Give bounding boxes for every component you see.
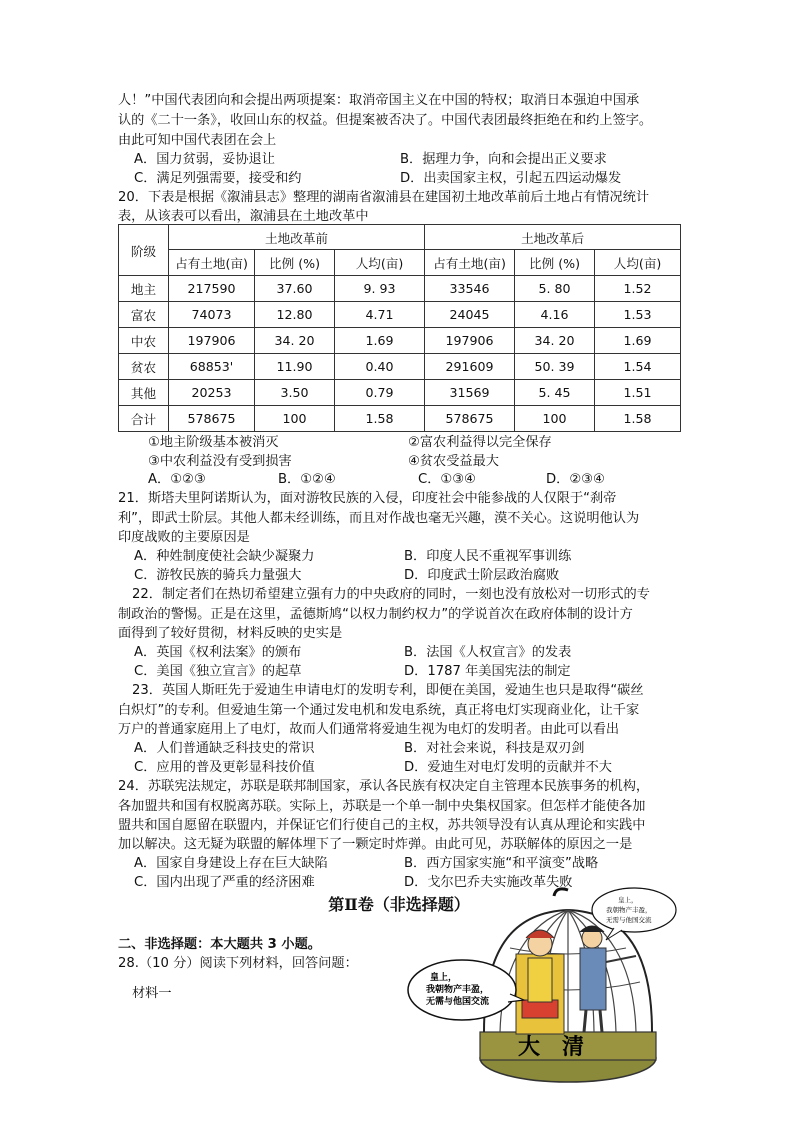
q20-line2: 表，从该表可以看出，溆浦县在土地改革中 — [118, 209, 369, 224]
table-cell: 地主 — [119, 276, 169, 302]
table-cell: 68853' — [169, 354, 255, 380]
table-row — [119, 380, 681, 406]
q19-line3: 由此可知中国代表团在会上 — [118, 133, 277, 148]
table-cell: 100 — [515, 406, 595, 432]
q21-option-b[interactable]: B．印度人民不重视军事训练 — [404, 549, 572, 564]
table-cell: 5. 45 — [515, 380, 595, 406]
right-bubble-line2: 我朝物产丰盈， — [606, 906, 652, 914]
table-cell: 1.69 — [595, 328, 681, 354]
left-bubble-line3: 无需与他国交流 — [426, 997, 490, 1007]
q19-option-a[interactable]: A．国力贫弱，妥协退让 — [134, 152, 275, 167]
q20-line1: 20．下表是根据《溆浦县志》整理的湖南省溆浦县在建国初土地改革前后土地占有情况统计 — [118, 190, 650, 205]
q23-option-a[interactable]: A．人们普通缺乏科技史的常识 — [134, 741, 315, 756]
q24-option-d[interactable]: D．戈尔巴乔夫实施改革失败 — [404, 875, 573, 890]
table-cell: 富农 — [119, 302, 169, 328]
left-bubble-line2: 我朝物产丰盈， — [426, 985, 490, 995]
sub-header: 比例 (%) — [255, 250, 335, 276]
q20-option-d[interactable]: D．②③④ — [546, 472, 605, 487]
section-2-heading: 二、非选择题：本大题共 3 小题。 — [118, 937, 321, 952]
table-cell: 217590 — [169, 276, 255, 302]
q20-statement-3: ③中农利益没有受到损害 — [148, 454, 292, 469]
q21-option-c[interactable]: C．游牧民族的骑兵力量强大 — [134, 568, 302, 583]
sub-header: 占有土地(亩) — [169, 250, 255, 276]
right-bubble-line1: 皇上， — [618, 896, 638, 904]
birdcage-cartoon — [400, 882, 680, 1102]
table-cell: 其他 — [119, 380, 169, 406]
q19-option-b[interactable]: B．据理力争，向和会提出正义要求 — [400, 152, 607, 167]
table-cell: 50. 39 — [515, 354, 595, 380]
table-cell: 197906 — [169, 328, 255, 354]
q22-option-a[interactable]: A．英国《权利法案》的颁布 — [134, 645, 302, 660]
q23-option-b[interactable]: B．对社会来说，科技是双刃剑 — [404, 741, 585, 756]
q19-option-c[interactable]: C．满足列强需要，接受和约 — [134, 171, 302, 186]
sub-header: 比例 (%) — [515, 250, 595, 276]
table-cell: 4.71 — [335, 302, 425, 328]
table-cell: 12.80 — [255, 302, 335, 328]
table-cell: 1.54 — [595, 354, 681, 380]
right-bubble-line3: 无需与他国交流 — [606, 916, 652, 924]
q22-option-b[interactable]: B．法国《人权宣言》的发表 — [404, 645, 572, 660]
table-cell: 0.40 — [335, 354, 425, 380]
left-bubble-line1: 皇上， — [430, 973, 458, 983]
q21-line2: 利”，即武士阶层。其他人都未经训练，而且对作战也毫无兴趣，漠不关心。这说明他认为 — [118, 511, 640, 526]
q20-option-b[interactable]: B．①②④ — [278, 472, 336, 487]
class-header: 阶级 — [119, 225, 169, 276]
q24-line4: 加以解决。这无疑为联盟的解体埋下了一颗定时炸弹。由此可见，苏联解体的原因之一是 — [118, 837, 633, 852]
da-qing-plaque: 大 清 — [518, 1034, 585, 1060]
table-cell: 中农 — [119, 328, 169, 354]
table-cell: 197906 — [425, 328, 515, 354]
table-row — [119, 354, 681, 380]
q24-line3: 盟共和国自愿留在联盟内，并保证它们行使自己的主权，苏共领导没有认真从理论和实践中 — [118, 818, 646, 833]
after-header: 土地改革后 — [425, 225, 681, 250]
table-cell: 9. 93 — [335, 276, 425, 302]
q23-line3: 万户的普通家庭用上了电灯，故而人们通常将爱迪生视为电灯的发明者。由此可以看出 — [118, 722, 620, 737]
q21-line3: 印度战败的主要原因是 — [118, 530, 250, 545]
q21-option-a[interactable]: A．种姓制度使社会缺少凝聚力 — [134, 549, 315, 564]
table-cell: 1.51 — [595, 380, 681, 406]
table-cell: 1.52 — [595, 276, 681, 302]
cartoon-illustration — [400, 882, 680, 1102]
q20-statement-4: ④贫农受益最大 — [408, 454, 499, 469]
q20-option-a[interactable]: A．①②③ — [148, 472, 206, 487]
table-cell: 4.16 — [515, 302, 595, 328]
q19-option-d[interactable]: D．出卖国家主权，引起五四运动爆发 — [400, 171, 622, 186]
q22-line3: 面得到了较好贯彻，材料反映的史实是 — [118, 626, 343, 641]
table-cell: 74073 — [169, 302, 255, 328]
q19-line1: 人！”中国代表团向和会提出两项提案：取消帝国主义在中国的特权；取消日本强迫中国承 — [118, 93, 640, 108]
q22-line1: 22．制定者们在热切希望建立强有力的中央政府的同时，一刻也没有放松对一切形式的专 — [132, 587, 650, 602]
q23-option-c[interactable]: C．应用的普及更彰显科技价值 — [134, 760, 315, 775]
table-cell: 1.53 — [595, 302, 681, 328]
table-row — [119, 302, 681, 328]
table-row — [119, 328, 681, 354]
table-cell: 34. 20 — [255, 328, 335, 354]
table-cell: 33546 — [425, 276, 515, 302]
sub-header: 占有土地(亩) — [425, 250, 515, 276]
q22-option-c[interactable]: C．美国《独立宣言》的起草 — [134, 664, 302, 679]
table-cell: 3.50 — [255, 380, 335, 406]
table-cell: 100 — [255, 406, 335, 432]
table-cell: 20253 — [169, 380, 255, 406]
table-cell: 34. 20 — [515, 328, 595, 354]
table-cell: 291609 — [425, 354, 515, 380]
table-cell: 31569 — [425, 380, 515, 406]
q22-option-d[interactable]: D．1787 年美国宪法的制定 — [404, 664, 571, 679]
section-2-title: 第Ⅱ卷（非选择题） — [328, 895, 470, 914]
sub-header: 人均(亩) — [335, 250, 425, 276]
q20-statement-2: ②富农利益得以完全保存 — [408, 435, 552, 450]
before-header: 土地改革前 — [169, 225, 425, 250]
q21-option-d[interactable]: D．印度武士阶层政治腐败 — [404, 568, 560, 583]
q24-line2: 各加盟共和国有权脱离苏联。实际上，苏联是一个单一制中央集权国家。但怎样才能使各加 — [118, 799, 646, 814]
table-row — [119, 276, 681, 302]
q20-option-c[interactable]: C．①③④ — [418, 472, 476, 487]
q23-option-d[interactable]: D．爱迪生对电灯发明的贡献并不大 — [404, 760, 612, 775]
table-cell: 578675 — [169, 406, 255, 432]
q24-option-a[interactable]: A．国家自身建设上存在巨大缺陷 — [134, 856, 328, 871]
table-cell: 1.58 — [335, 406, 425, 432]
q23-line2: 白炽灯”的专利。但爱迪生第一个通过发电机和发电系统，真正将电灯实现商业化，让千家 — [118, 703, 640, 718]
table-row — [119, 406, 681, 432]
material-1-label: 材料一 — [132, 986, 172, 1001]
q24-option-b[interactable]: B．西方国家实施“和平演变”战略 — [404, 856, 599, 871]
q28-prompt: 28.（10 分）阅读下列材料，回答问题： — [118, 956, 358, 971]
q21-line1: 21．斯塔夫里阿诺斯认为，面对游牧民族的入侵，印度社会中能参战的人仅限于“刹帝 — [118, 491, 617, 506]
q20-statement-1: ①地主阶级基本被消灭 — [148, 435, 279, 450]
table-cell: 贫农 — [119, 354, 169, 380]
table-cell: 24045 — [425, 302, 515, 328]
table-cell: 37.60 — [255, 276, 335, 302]
table-cell: 1.58 — [595, 406, 681, 432]
land-reform-table — [118, 224, 681, 432]
q23-line1: 23．英国人斯旺先于爱迪生申请电灯的发明专利，即便在美国，爱迪生也只是取得“碳丝 — [132, 683, 644, 698]
table-cell: 1.69 — [335, 328, 425, 354]
sub-header: 人均(亩) — [595, 250, 681, 276]
q24-option-c[interactable]: C．国内出现了严重的经济困难 — [134, 875, 315, 890]
q24-line1: 24．苏联宪法规定，苏联是联邦制国家，承认各民族有权决定自主管理本民族事务的机构， — [118, 779, 650, 794]
table-cell: 0.79 — [335, 380, 425, 406]
table-cell: 合计 — [119, 406, 169, 432]
table-cell: 5. 80 — [515, 276, 595, 302]
q19-line2: 认的《二十一条》，收回山东的权益。但提案被否决了。中国代表团最终拒绝在和约上签字。 — [118, 113, 653, 128]
table-cell: 578675 — [425, 406, 515, 432]
table-cell: 11.90 — [255, 354, 335, 380]
q22-line2: 制政治的警惕。正是在这里，孟德斯鸠“以权力制约权力”的学说首次在政府体制的设计方 — [118, 607, 633, 622]
